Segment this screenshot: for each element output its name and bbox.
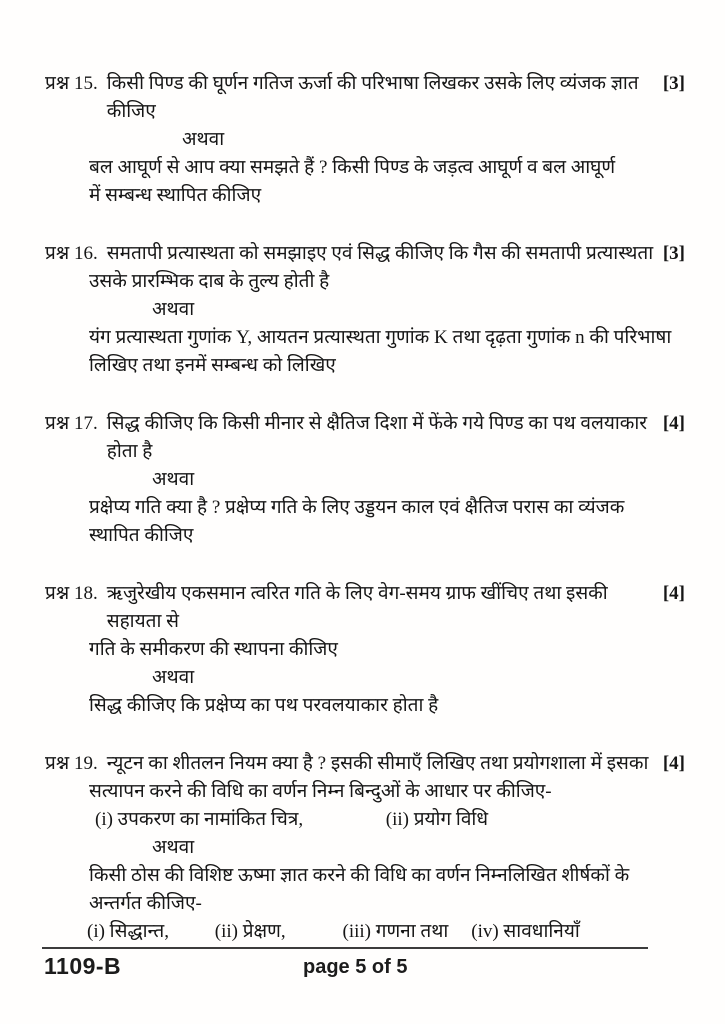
question-text: समतापी प्रत्यास्थता को समझाइए एवं सिद्ध कीजिए कि गैस की समतापी प्रत्यास्थता	[106, 243, 654, 264]
or-separator: अथवा	[182, 129, 225, 150]
question-18	[45, 580, 685, 720]
question-number: प्रश्न 17.	[45, 413, 98, 434]
question-alt-text: यंग प्रत्यास्थता गुणांक Y, आयतन प्रत्यास्थता गुणांक K तथा दृढ़ता गुणांक n की परिभाषा	[89, 327, 672, 348]
question-alt-text: सिद्ध कीजिए कि प्रक्षेप्य का पथ परवलयाकार होता है	[89, 695, 439, 716]
sub-item-i: (i) सिद्धान्त,	[87, 921, 169, 942]
question-alt-text: किसी ठोस की विशिष्ट ऊष्मा ज्ञात करने की विधि का वर्णन निम्नलिखित शीर्षकों के	[89, 865, 630, 886]
sub-item-iv: (iv) सावधानियाँ	[471, 921, 580, 942]
question-alt-text: में सम्बन्ध स्थापित कीजिए	[89, 185, 262, 206]
or-separator: अथवा	[152, 667, 195, 688]
question-text: न्यूटन का शीतलन नियम क्या है ? इसकी सीमाएँ लिखिए तथा प्रयोगशाला में इसका	[106, 753, 649, 774]
sub-item-ii: (ii) प्रयोग विधि	[385, 809, 489, 830]
question-head	[45, 410, 685, 466]
question-head	[45, 580, 685, 636]
question-number: प्रश्न 15.	[45, 73, 98, 94]
question-number: प्रश्न 16.	[45, 243, 98, 264]
question-alt-text: लिखिए तथा इनमें सम्बन्ध को लिखिए	[89, 355, 336, 376]
questions-area	[45, 70, 685, 976]
marks-badge: [3]	[662, 243, 685, 264]
question-text: गति के समीकरण की स्थापना कीजिए	[89, 639, 338, 660]
sub-items-row	[87, 918, 685, 946]
question-alt-text: स्थापित कीजिए	[89, 525, 194, 546]
or-separator: अथवा	[152, 837, 195, 858]
question-17	[45, 410, 685, 550]
question-alt-text: प्रक्षेप्य गति क्या है ? प्रक्षेप्य गति के लिए उड्डयन काल एवं क्षैतिज परास का व्यंजक	[89, 497, 625, 518]
footer	[42, 949, 648, 979]
or-separator: अथवा	[152, 299, 195, 320]
question-text: ऋजुरेखीय एकसमान त्वरित गति के लिए वेग-समय ग्राफ खींचिए तथा इसकी सहायता से	[106, 583, 608, 632]
question-text: उसके प्रारम्भिक दाब के तुल्य होती है	[89, 271, 330, 292]
marks-badge: [4]	[662, 413, 685, 434]
question-head	[45, 240, 685, 268]
sub-item-ii: (ii) प्रेक्षण,	[214, 921, 286, 942]
marks-badge: [4]	[662, 583, 685, 604]
question-alt-text: अन्तर्गत कीजिए-	[89, 893, 202, 914]
question-text: सिद्ध कीजिए कि किसी मीनार से क्षैतिज दिशा में फेंके गये पिण्ड का पथ वलयाकार होता है	[106, 413, 648, 462]
marks-badge: [3]	[662, 73, 685, 94]
footer-rule	[42, 947, 648, 979]
question-number: प्रश्न 19.	[45, 753, 98, 774]
paper-code: 1109-B	[44, 953, 122, 979]
sub-item-i: (i) उपकरण का नामांकित चित्र,	[95, 809, 304, 830]
question-16	[45, 240, 685, 380]
question-text: सत्यापन करने की विधि का वर्णन निम्न बिन्दुओं के आधार पर कीजिए-	[89, 781, 552, 802]
question-alt-text: बल आघूर्ण से आप क्या समझते हैं ? किसी पिण्ड के जड़त्व आघूर्ण व बल आघूर्ण	[89, 157, 616, 178]
question-text: किसी पिण्ड की घूर्णन गतिज ऊर्जा की परिभाषा लिखकर उसके लिए व्यंजक ज्ञात कीजिए	[106, 73, 639, 122]
question-head	[45, 750, 685, 778]
question-head	[45, 70, 685, 126]
page-number: page 5 of 5	[303, 956, 408, 978]
question-19	[45, 750, 685, 946]
sub-item-iii: (iii) गणना तथा	[342, 921, 449, 942]
sub-items-row	[95, 806, 685, 834]
question-15	[45, 70, 685, 210]
marks-badge: [4]	[662, 753, 685, 774]
question-number: प्रश्न 18.	[45, 583, 98, 604]
or-separator: अथवा	[152, 469, 195, 490]
